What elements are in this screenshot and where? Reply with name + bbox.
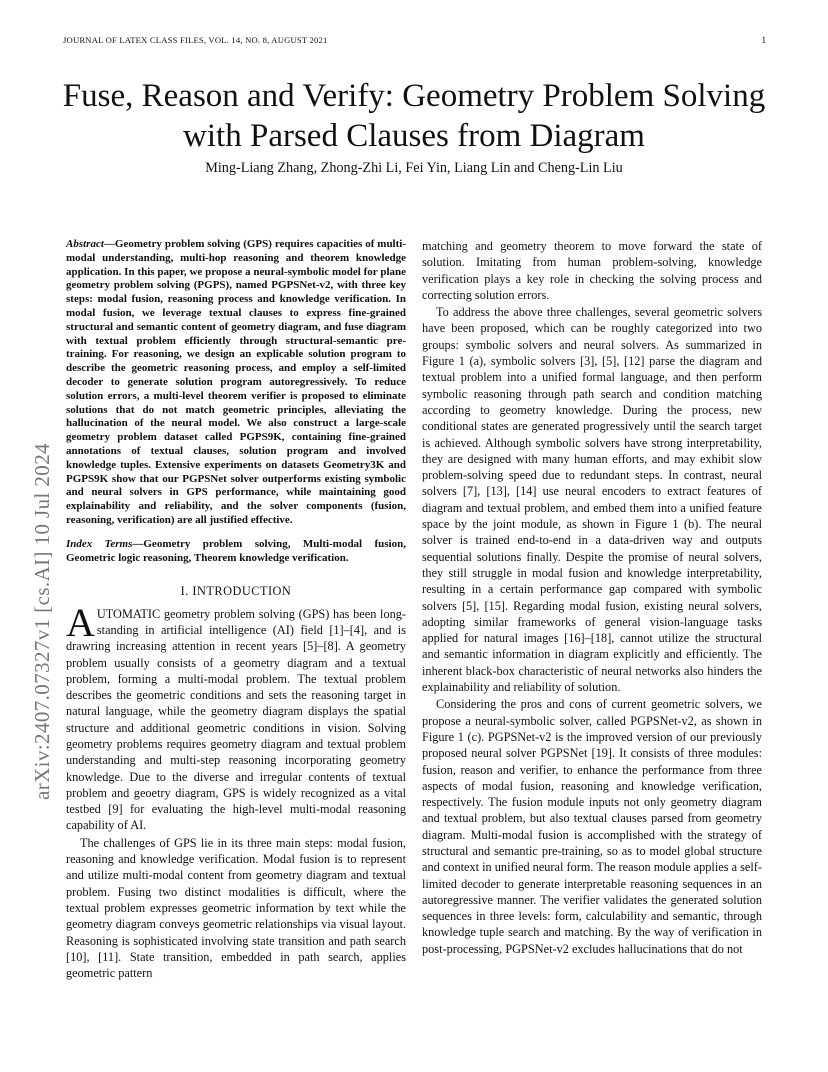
left-column [66, 238, 406, 981]
drop-cap: A [66, 599, 95, 645]
abstract-label: Abstract [66, 238, 104, 250]
abstract [66, 238, 406, 528]
section-heading: I. INTRODUCTION [180, 584, 292, 599]
paper-title: Fuse, Reason and Verify: Geometry Problem Solving with Parsed Clauses from Diagram [62, 78, 766, 154]
arxiv-identifier: arXiv:2407.07327v1 [cs.AI] 10 Jul 2024 [30, 443, 54, 800]
intro-paragraph-2: The challenges of GPS lie in its three main steps: modal fusion, reasoning and knowledge verification. Modal fusion is to represent and utilize multi-modal content from geometry diagram and textual problem. Fusing two distinct modalities is difficult, where the textual problem expresses geometric information by text while the geometry diagram conveys geometric relationships via visual layout. Reasoning is sophisticated involving state transition and path search [10], [11]. State transition, embedded in path search, applies geometric pattern [66, 835, 406, 981]
running-header: JOURNAL OF LATEX CLASS FILES, VOL. 14, NO. 8, AUGUST 2021 [63, 35, 328, 45]
index-terms-label: Index Terms [66, 537, 133, 550]
intro-paragraph-4: To address the above three challenges, several geometric solvers have been proposed, which can be roughly categorized into two groups: symbolic solvers and neural solvers. As summarized in Figure 1 (a), symbolic solvers [3], [5], [12] parse the diagram and textual problem into a unified formal language, and then perform symbolic reasoning through path search and condition matching according to geometry knowledge. During the process, new conditional states are generated progressively until the search target is achieved. Although symbolic solvers have strong interpretability, they are designed with many human efforts, and may exhibit slow problem-solving speed due to redundant steps. In contrast, neural solvers [7], [13], [14] use neural encoders to extract features of diagram and textual problem, and embed them into a unified feature space by the joint module, as shown in Figure 1 (b). The neural solver is trained end-to-end in a data-driven way and outputs sequential solutions finally. Despite the promise of neural solvers, they still struggle in modal fusion and knowledge interpretability, resulting in a certain performance gap compared with symbolic solvers [5], [15]. Regarding modal fusion, existing neural solvers, adopting similar frameworks of general vision-language tasks applied for natural images [16]–[18], cannot utilize the structural and semantic information in diagram explicitly and efficiently. The inherent black-box characteristic of neural networks also hinders the explainability and reliability of solution. [422, 305, 762, 695]
author-list: Ming-Liang Zhang, Zhong-Zhi Li, Fei Yin, Liang Lin and Cheng-Lin Liu [205, 160, 623, 176]
index-terms-text: —Geometry problem solving, Multi-modal fusion, Geometric logic reasoning, Theorem knowledge verification. [66, 537, 406, 564]
right-column [422, 238, 762, 957]
abstract-text: —Geometry problem solving (GPS) requires capacities of multi-modal understanding, multi-hop reasoning and theorem knowledge application. In this paper, we propose a neural-symbolic model for plane geometry problem solving (PGPS), named PGPSNet-v2, with three key steps: modal fusion, reasoning process and knowledge verification. In modal fusion, we leverage textual clauses to express fine-grained structural and semantic content of geometry diagram, and fuse diagram with textual problem efficiently through structural-semantic pre-training. For reasoning, we design an explicable solution program to describe the geometric reasoning process, and employ a self-limited decoder to generate solution program autoregressively. To reduce solution errors, a multi-level theorem verifier is proposed to eliminate solutions that do not match geometric principles, alleviating the hallucination of the neural model. We also construct a large-scale geometry problem dataset called PGPS9K, containing fine-grained annotations of textual clauses, solution program and involved knowledge tuples. Extensive experiments on datasets Geometry3K and PGPS9K show that our PGPSNet solver outperforms existing symbolic and neural solvers in GPS performance, while maintaining good explainability and reliability, and the solver components (fusion, reasoning, verification) are all justified effective. [66, 238, 406, 526]
intro-paragraph-5: Considering the pros and cons of current geometric solvers, we propose a neural-symbolic solver, called PGPSNet-v2, as shown in Figure 1 (c). PGPSNet-v2 is the improved version of our previously proposed neural solver PGPSNet [19]. It consists of three modules: fusion, reason and verifier, to enhance the performance from three aspects of modal fusion, reasoning and knowledge verification, respectively. The fusion module inputs not only geometry diagram and textual problem, but also textual clauses parsed from geometry diagram. Multi-modal fusion is accomplished with the strategy of structural and semantic pre-training, so as to model global structure and context in unified neural form. The reason module applies a self-limited decoder to generate interpretable reasoning sequences in an autoregressive manner. The verifier validates the generated solution sequences in three levels: form, calculability and semantic, through knowledge tuple search and matching. By the way of verification in post-processing, PGPSNet-v2 excludes hallucinations that do not [422, 697, 762, 956]
intro-paragraph-1-text: UTOMATIC geometry problem solving (GPS) has been long-standing in artificial intelligence (AI) field [1]–[4], and is drawring increasing attention in recent years [5]–[8]. A geometry problem usually consists of a geometry diagram and a textual problem, forming a multi-modal problem. The textual problem describes the geometric conditions and sets the reasoning target in natural language, while the geometry diagram displays the spatial structure and additional geometric conditions in vision. Solving geometry problems requires geometry diagram and textual problem understanding and multi-step reasoning incorporating geometry knowledge. Due to the diverse and irregular contents of textual problem and geoetry diagram, GPS is widely recognized as a vital testbed [9] for evaluating the high-level multi-modal reasoning capability of AI. [66, 606, 406, 833]
intro-paragraph-1 [66, 599, 406, 834]
index-terms [66, 538, 406, 566]
intro-paragraph-3: matching and geometry theorem to move forward the state of solution. Imitating from human problem-solving, knowledge verification plays a key role in checking the solving process and correcting solution errors. [422, 239, 762, 302]
page-number: 1 [761, 35, 766, 45]
